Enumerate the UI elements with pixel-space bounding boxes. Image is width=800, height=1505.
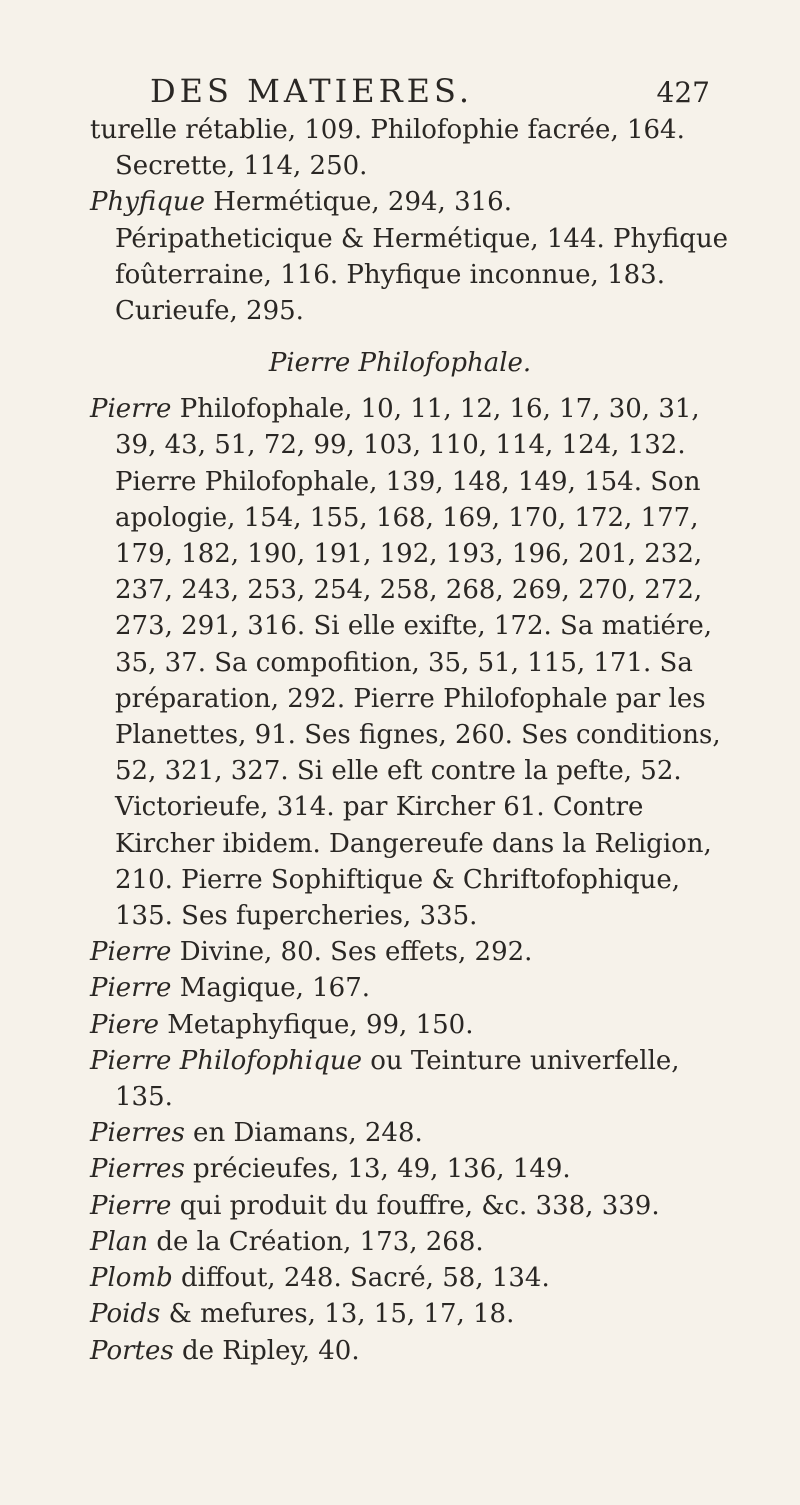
index-entry-text: & mefures, 13, 15, 17, 18.	[160, 1299, 515, 1330]
index-entry	[0, 970, 800, 1006]
index-entry-term: Piere	[90, 1009, 160, 1040]
index-entry-term: Portes	[90, 1335, 174, 1366]
index-body	[0, 112, 800, 1369]
index-entry	[0, 934, 800, 970]
index-entry	[0, 1151, 800, 1187]
index-entry-text: en Diamans, 248.	[184, 1118, 423, 1149]
index-entry-term: Phyfique	[90, 187, 206, 218]
index-entry-term: Pierres	[90, 1118, 185, 1149]
page-number: 427	[656, 76, 710, 109]
page-header	[150, 72, 710, 112]
index-entry-text: précieufes, 13, 49, 136, 149.	[184, 1154, 571, 1185]
index-entry-term: Pierre	[90, 394, 172, 425]
index-entry	[0, 1007, 800, 1043]
index-entry	[0, 1296, 800, 1332]
index-entries-top	[0, 112, 800, 329]
index-entry-term: Pierre	[90, 937, 172, 968]
section-heading: Pierre Philofophale.	[268, 348, 532, 379]
index-entry	[0, 112, 800, 184]
index-entry-text: Hermétique, 294, 316. Péripatheticique & Hermétique, 144. Phyfique foûterraine, 116. Phyfique inconnue, 183. Curieufe, 295.	[115, 187, 729, 327]
index-entry-text: Philofophale, 10, 11, 12, 16, 17, 30, 31, 39, 43, 51, 72, 99, 103, 110, 114, 124, 132. Pierre Philofophale, 139, 148, 149, 154. Son apologie, 154, 155, 168, 169, 170, 172, 177, 179, 182, 190, 191, 192, 193, 196, 201, 232, 237, 243, 253, 254, 258, 268, 269, 270, 272, 273, 291, 316. Si elle exifte, 172. Sa matiére, 35, 37. Sa compofition, 35, 51, 115, 171. Sa préparation, 292. Pierre Philofophale par les Planettes, 91. Ses fignes, 260. Ses conditions, 52, 321, 327. Si elle eft contre la pefte, 52. Victorieufe, 314. par Kircher 61. Contre Kircher ibidem. Dangereufe dans la Religion, 210. Pierre Sophiftique & Chriftofophique, 135. Ses fupercheries, 335.	[115, 394, 721, 932]
index-entry	[0, 1188, 800, 1224]
index-entry-text: Metaphyfique, 99, 150.	[159, 1009, 474, 1040]
index-entry-text: Divine, 80. Ses effets, 292.	[171, 937, 533, 968]
index-entry	[0, 1115, 800, 1151]
index-entry	[0, 391, 800, 934]
index-entry-term: Pierres	[90, 1154, 185, 1185]
index-entry-term: Plan	[90, 1226, 149, 1257]
index-entry-text: qui produit du fouffre, &c. 338, 339.	[171, 1190, 660, 1221]
index-entry-text: ou Teinture univerfelle, 135.	[115, 1045, 680, 1113]
index-entry-term: Pierre	[90, 973, 172, 1004]
index-entry	[0, 184, 800, 329]
index-entry-text: diffout, 248. Sacré, 58, 134.	[172, 1263, 550, 1294]
index-entry	[0, 1333, 800, 1369]
index-entries-bottom	[0, 391, 800, 1368]
index-entry-text: turelle rétablie, 109. Philofophie facrée, 164. Secrette, 114, 250.	[90, 115, 685, 182]
index-entry	[0, 1224, 800, 1260]
index-entry-text: Magique, 167.	[171, 973, 370, 1004]
index-entry-term: Plomb	[90, 1263, 173, 1294]
running-head: DES MATIERES.	[150, 72, 473, 110]
index-entry	[0, 1043, 800, 1115]
index-entry	[0, 1260, 800, 1296]
index-entry-text: de Ripley, 40.	[173, 1335, 360, 1366]
index-entry-term: Poids	[90, 1299, 161, 1330]
index-entry-term: Pierre	[90, 1190, 172, 1221]
index-entry-term: Pierre Philofophique	[90, 1045, 362, 1076]
index-entry-text: de la Création, 173, 268.	[148, 1226, 484, 1257]
